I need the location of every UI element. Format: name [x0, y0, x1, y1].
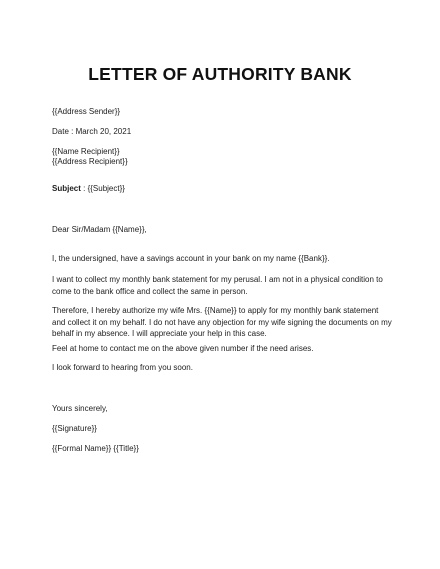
closing: Yours sincerely,: [52, 404, 108, 413]
paragraph-1: I, the undersigned, have a savings account in your bank on my name {{Bank}}.: [52, 254, 330, 263]
signature: {{Signature}}: [52, 424, 97, 433]
paragraph-3: Therefore, I hereby authorize my wife Mrs. {{Name}} to apply for my monthly bank statement and collect it on my behalf. I do not have any objection for my wife signing the documents on my behalf in my absence. I will appreciate your help in this case.: [52, 306, 392, 338]
address-sender: {{Address Sender}}: [52, 107, 121, 116]
letter-title: LETTER OF AUTHORITY BANK: [88, 64, 352, 84]
subject-label: Subject: [52, 184, 81, 193]
subject-value: : {{Subject}}: [80, 184, 125, 193]
letter-date: Date : March 20, 2021: [52, 127, 132, 136]
name-recipient: {{Name Recipient}}: [52, 147, 120, 156]
formal-name-title: {{Formal Name}} {{Title}}: [52, 444, 139, 453]
paragraph-2: I want to collect my monthly bank statement for my perusal. I am not in a physical condition to come to the bank office and collect the same in person.: [52, 275, 383, 296]
subject-line: [52, 183, 125, 194]
address-recipient: {{Address Recipient}}: [52, 157, 128, 166]
paragraph-4: Feel at home to contact me on the above given number if the need arises.: [52, 344, 314, 353]
salutation: Dear Sir/Madam {{Name}},: [52, 225, 147, 234]
paragraph-5: I look forward to hearing from you soon.: [52, 363, 193, 372]
